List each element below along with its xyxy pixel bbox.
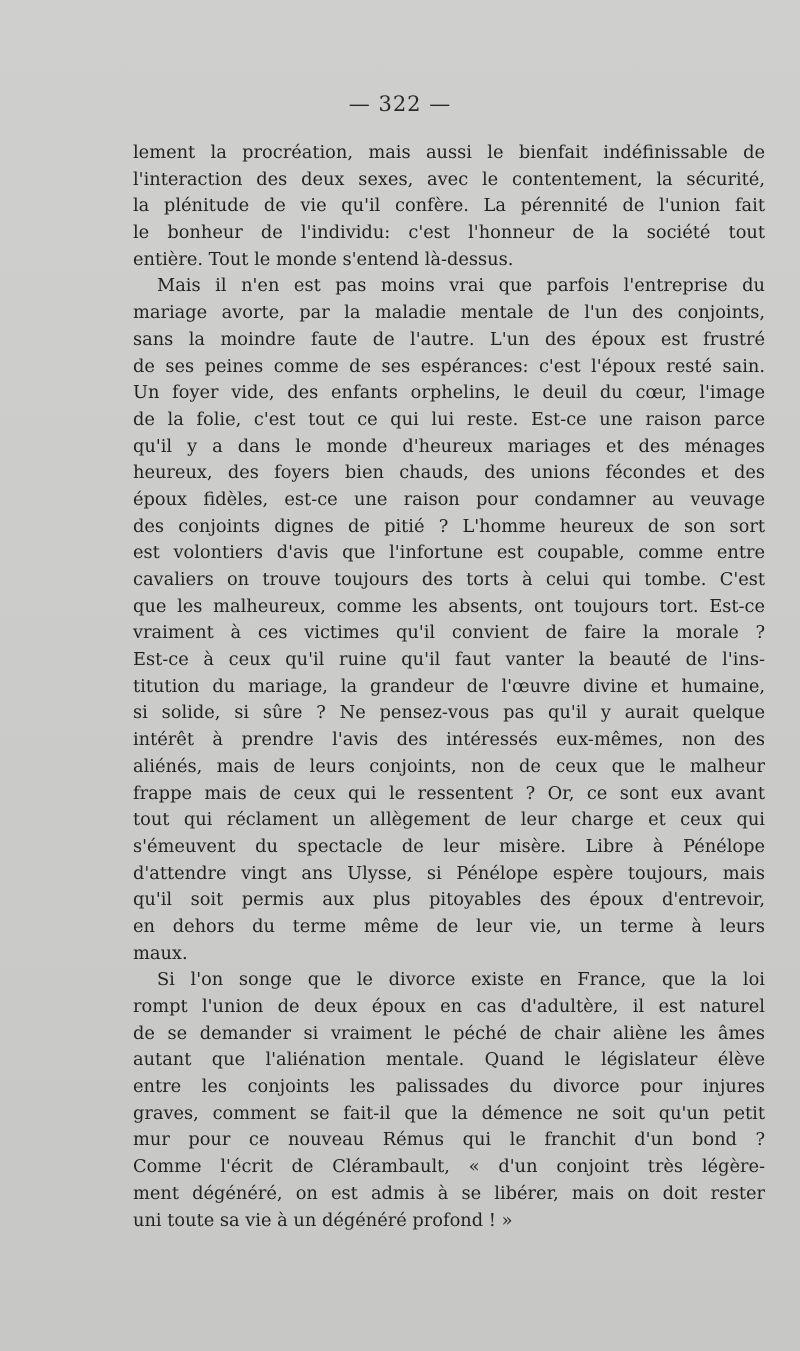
text-line: intérêt à prendre l'avis des intéressés eux-mêmes, non des <box>133 729 765 751</box>
text-line: le bonheur de l'individu: c'est l'honneur de la société tout <box>133 222 765 244</box>
text-line: Comme l'écrit de Clérambault, « d'un conjoint très légère- <box>133 1156 765 1178</box>
text-line: rompt l'union de deux époux en cas d'adultère, il est naturel <box>133 996 765 1017</box>
text-line: aliénés, mais de leurs conjoints, non de ceux que le malheur <box>133 755 765 777</box>
page-number: — 322 — <box>348 92 452 116</box>
text-line: mariage avorte, par la maladie mentale de l'un des conjoints, <box>133 302 765 324</box>
text-line: qu'il y a dans le monde d'heureux mariages et des ménages <box>133 435 765 457</box>
text-line: de se demander si vraiment le péché de chair aliène les âmes <box>133 1022 765 1044</box>
text-line: de ses peines comme de ses espérances: c'est l'époux resté sain. <box>133 355 765 377</box>
text-line: autant que l'aliénation mentale. Quand le législateur élève <box>133 1049 765 1071</box>
text-line: Est-ce à ceux qu'il ruine qu'il faut vanter la beauté de l'ins- <box>133 649 765 671</box>
text-line: lement la procréation, mais aussi le bienfait indéfinissable de <box>133 142 765 163</box>
text-line: qu'il soit permis aux plus pitoyables des époux d'entrevoir, <box>133 889 765 911</box>
text-line: heureux, des foyers bien chauds, des unions fécondes et des <box>133 462 765 484</box>
text-line: entière. Tout le monde s'entend là-dessus. <box>133 248 514 270</box>
text-line: titution du mariage, la grandeur de l'œuvre divine et humaine, <box>133 675 765 697</box>
text-line: Si l'on songe que le divorce existe en France, que la loi <box>157 969 765 991</box>
text-line: mur pour ce nouveau Rémus qui le franchit d'un bond ? <box>133 1129 765 1151</box>
text-line: frappe mais de ceux qui le ressentent ? Or, ce sont eux avant <box>133 782 765 804</box>
paragraph-3 <box>133 967 765 1234</box>
text-line: entre les conjoints les palissades du divorce pour injures <box>133 1076 765 1098</box>
text-line: uni toute sa vie à un dégénéré profond ! » <box>133 1209 513 1231</box>
text-line: tout qui réclament un allègement de leur charge et ceux qui <box>133 809 765 831</box>
body-text <box>133 140 765 1234</box>
text-line: la plénitude de vie qu'il confère. La pérennité de l'union fait <box>133 195 765 217</box>
text-line: en dehors du terme même de leur vie, un terme à leurs <box>133 915 765 937</box>
text-line: ment dégénéré, on est admis à se libérer, mais on doit rester <box>133 1182 765 1204</box>
text-line: si solide, si sûre ? Ne pensez-vous pas qu'il y aurait quelque <box>133 702 765 724</box>
text-line: graves, comment se fait-il que la démence ne soit qu'un petit <box>133 1102 765 1124</box>
text-line: s'émeuvent du spectacle de leur misère. Libre à Pénélope <box>133 835 765 857</box>
text-line: vraiment à ces victimes qu'il convient de faire la morale ? <box>133 622 765 644</box>
text-line: maux. <box>133 942 188 964</box>
text-line: que les malheureux, comme les absents, ont toujours tort. Est-ce <box>133 595 765 617</box>
text-line: Mais il n'en est pas moins vrai que parfois l'entreprise du <box>157 275 765 297</box>
paragraph-1 <box>133 140 765 273</box>
text-line: époux fidèles, est-ce une raison pour condamner au veuvage <box>133 488 765 510</box>
text-line: est volontiers d'avis que l'infortune est coupable, comme entre <box>133 542 765 564</box>
text-line: des conjoints dignes de pitié ? L'homme heureux de son sort <box>133 515 765 537</box>
text-line: l'interaction des deux sexes, avec le contentement, la sécurité, <box>133 168 765 190</box>
text-line: de la folie, c'est tout ce qui lui reste. Est-ce une raison parce <box>133 408 765 430</box>
paragraph-2 <box>133 273 765 967</box>
text-line: cavaliers on trouve toujours des torts à celui qui tombe. C'est <box>133 569 765 590</box>
text-line: sans la moindre faute de l'autre. L'un des époux est frustré <box>133 328 765 350</box>
text-line: Un foyer vide, des enfants orphelins, le deuil du cœur, l'image <box>133 382 765 404</box>
text-line: d'attendre vingt ans Ulysse, si Pénélope espère toujours, mais <box>133 862 765 884</box>
